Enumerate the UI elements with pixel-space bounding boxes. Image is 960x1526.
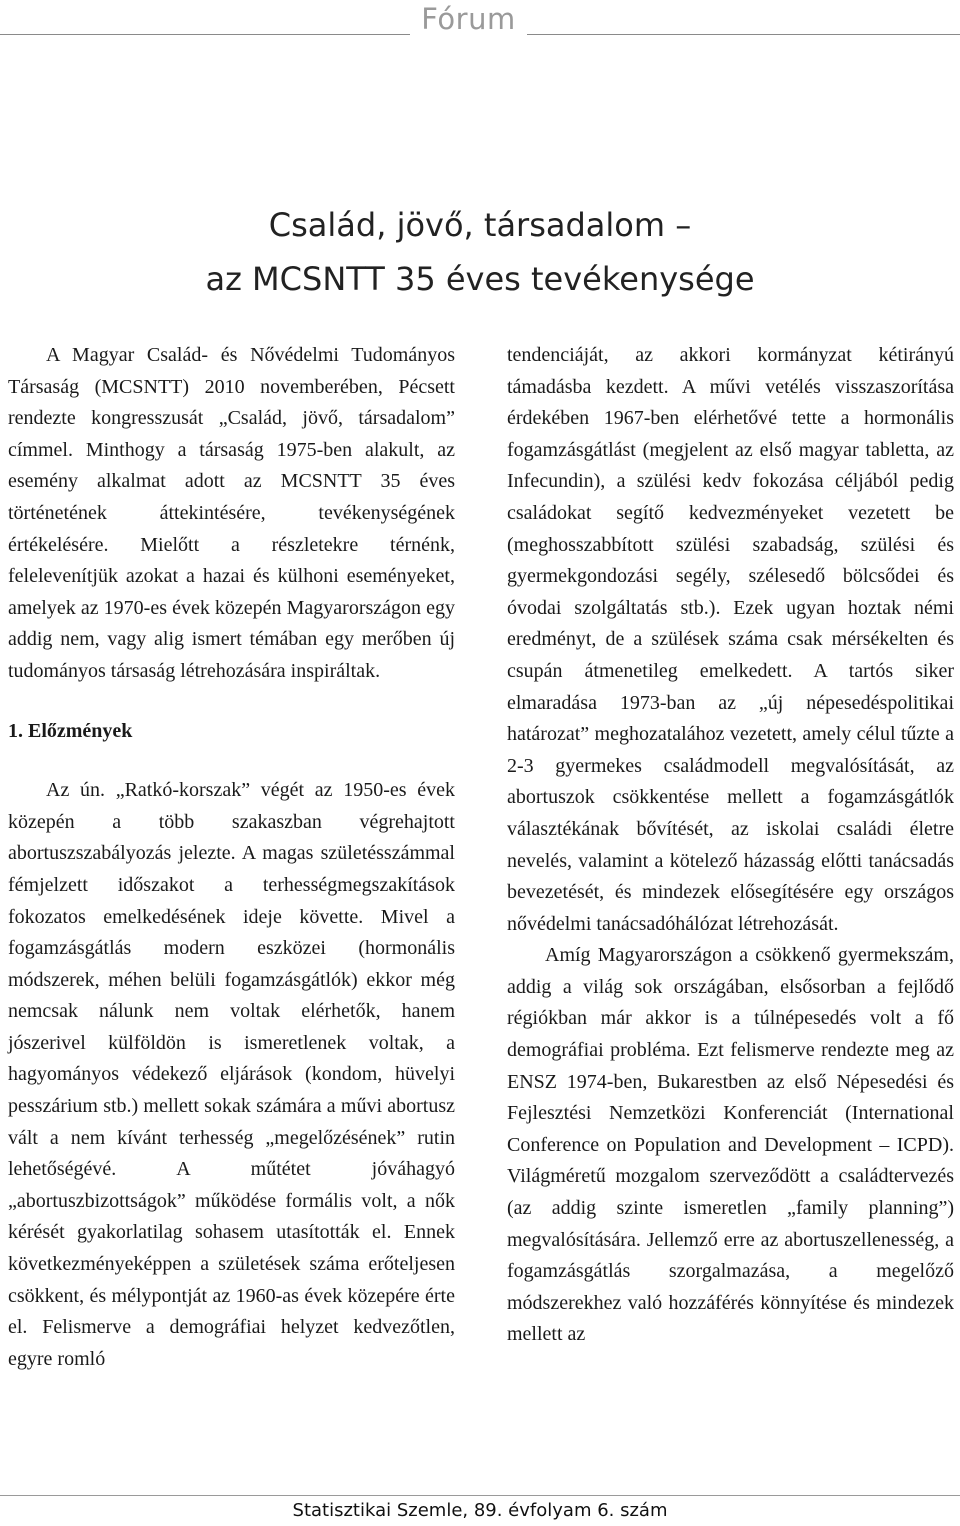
section-paragraph-1: Az ún. „Ratkó-korszak” végét az 1950-es évek közepén a több szakaszban végrehajtott abortuszszabályozás jelezte. A magas születésszámmal fémjelzett időszakot a terhességmegszakítások fokozatos emelkedésének ideje követte. Mivel a fogamzásgátlás modern eszközei (hormonális módszerek, méhen belüli fogamzásgátlók) ekkor még nemcsak nálunk nem voltak elérhetők, hanem jószerivel külföldön is ismeretlenek voltak, a hagyományos védekező eljárások (kondom, hüvelyi pesszárium stb.) mellett sokak számára a művi abortusz vált a nem kívánt terhesség „megelőzésének” rutin lehetőségévé. A műtétet jóváhagyó „abortuszbizottságok” működése formális volt, a nők kérését gyakorlatilag sohasem utasították el. Ennek következményeképpen a születések száma erőteljesen csökkent, és mélypontját az 1960-as évek közepére érte el. Felismerve a demográfiai helyzet kedvezőtlen, egyre romló: [8, 779, 455, 1370]
section-heading: 1. Előzmények: [8, 719, 133, 742]
article-title: [0, 198, 960, 306]
right-column: [507, 340, 954, 1351]
footer-citation: Statisztikai Szemle, 89. évfolyam 6. szám: [292, 1500, 668, 1521]
left-column: [8, 340, 455, 1375]
article-title-line-2: az MCSNTT 35 éves tevékenysége: [205, 260, 755, 298]
right-paragraph-2: Amíg Magyarországon a csökkenő gyermekszám, addig a világ sok országában, elsősorban a fejlődő régiókban már akkor is a túlnépesedés volt a fő demográfiai probléma. Ezt felismerve rendezte meg az ENSZ 1974-ben, Bukarestben az első Népesedési és Fejlesztési Nemzetközi Konferenciát (International Conference on Population and Development – ICPD). Világméretű mozgalom szerveződött a családtervezés (az addig szinte ismeretlen „family planning”) megvalósítására. Jellemző erre az abortuszellenesség, a fogamzásgátlás szorgalmazása, a megelőző módszerekhez való hozzáférés könnyítése és mindezek mellett az: [507, 944, 954, 1346]
right-paragraph-1: tendenciáját, az akkori kormányzat kétirányú támadásba kezdett. A művi vetélés visszaszorítása érdekében 1967-ben elérhetővé tette a hormonális fogamzásgátlást (megjelent az első magyar tabletta, az Infecundin), a szülési kedv fokozása céljából pedig családokat segítő kedvezményeket vezetett be (meghosszabbított szülési szabadság, szülési és gyermekgondozási segély, szélesedő bölcsődei és óvodai szolgáltatás stb.). Ezek ugyan hoztak némi eredményt, de a szülések száma csak mérsékelten és csupán átmenetileg emelkedett. A tartós siker elmaradása 1973-ban az „új népesedéspolitikai határozat” meghozatalához vezetett, amely célul tűzte a 2-3 gyermekes családmodell megvalósítását, az abortuszok csökkentése mellett a fogamzásgátlók választékának bővítését, az iskolai családi életre nevelés, valamint a kötelező házasság előtti tanácsadás bevezetését, és mindezek elősegítésére egy országos nővédelmi tanácsadóhálózat létrehozását.: [507, 344, 954, 935]
article-title-line-1: Család, jövő, társadalom –: [268, 206, 692, 244]
header-rule-right: [527, 34, 960, 35]
intro-paragraph: A Magyar Család- és Nővédelmi Tudományos Társaság (MCSNTT) 2010 novemberében, Pécsett rendezte kongresszusát „Család, jövő, társadalom” címmel. Minthogy a társaság 1975-ben alakult, az esemény alkalmat adott az MCSNTT 35 éves történetének áttekintésére, tevékenységének értékelésére. Mielőtt a részletekre térnénk, felelevenítjük azokat a hazai és külhoni eseményeket, amelyek az 1970-es évek közepén Magyarországon egy addig nem, vagy alig ismert témában egy merőben új tudományos társaság létrehozására inspiráltak.: [8, 344, 455, 682]
page-header: [0, 0, 960, 46]
header-rule-left: [0, 34, 410, 35]
footer-rule: [0, 1495, 960, 1496]
section-label: Fórum: [421, 2, 516, 36]
